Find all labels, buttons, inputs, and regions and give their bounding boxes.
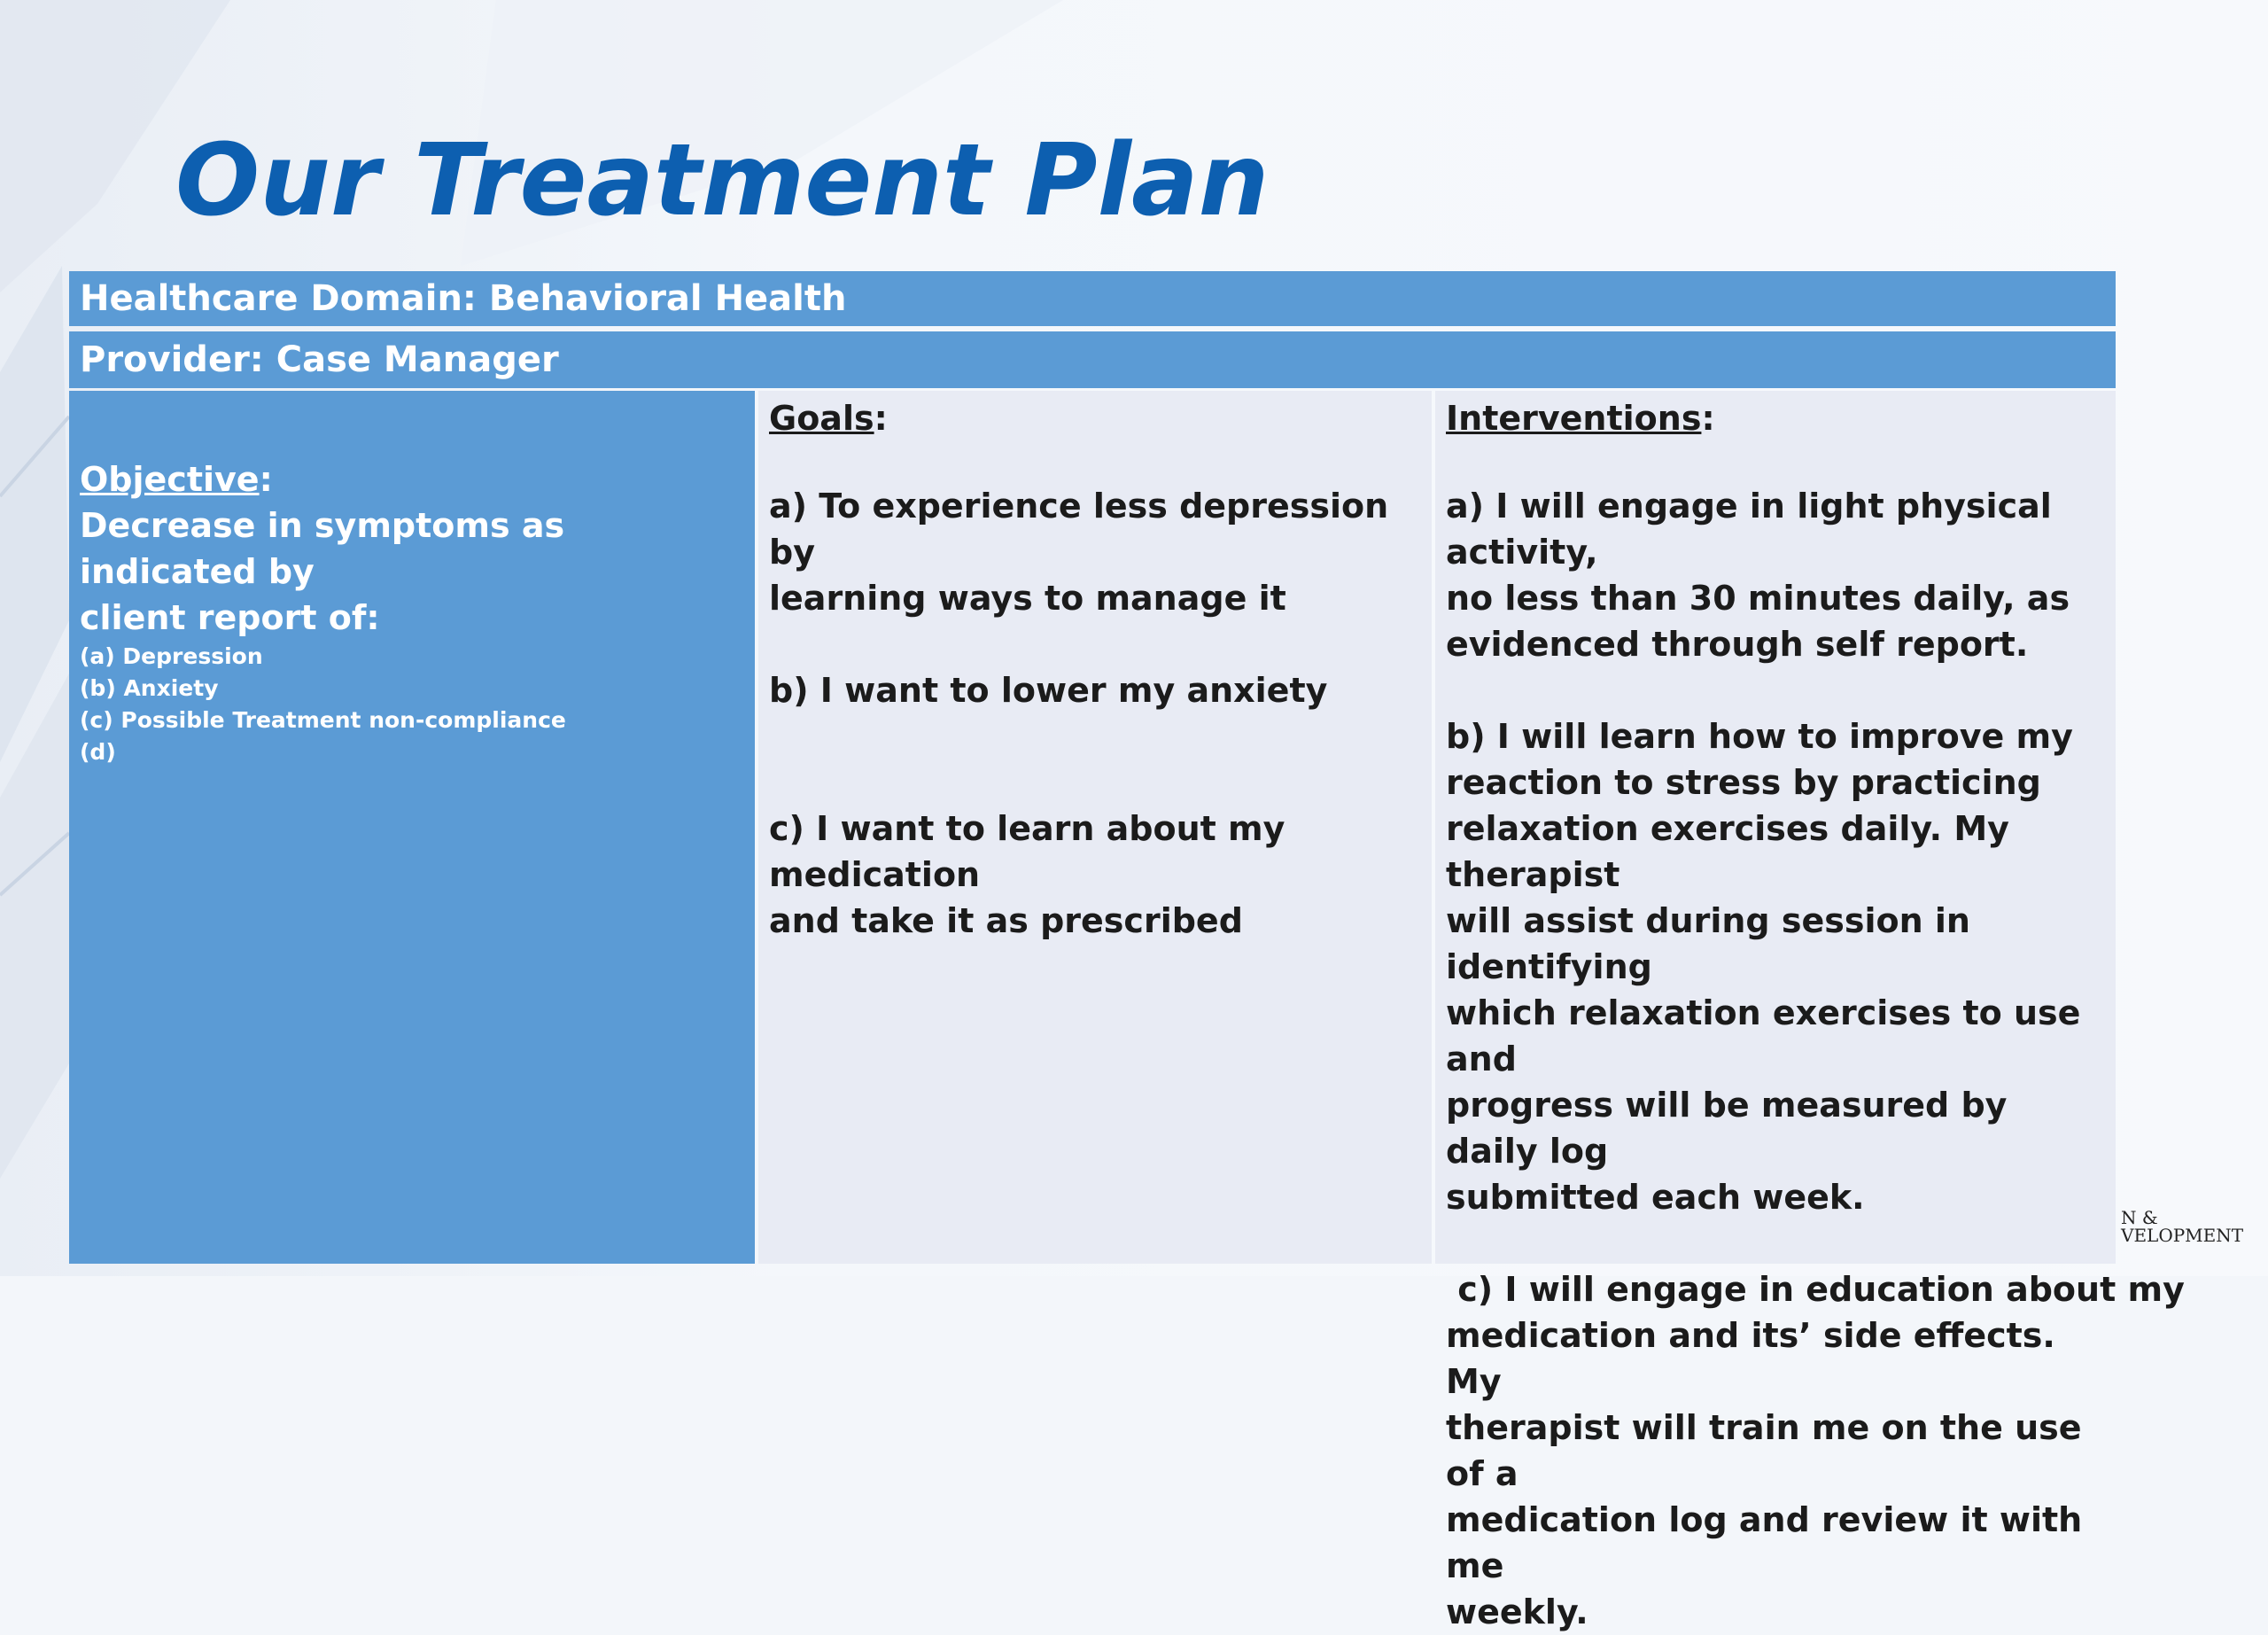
intervention-b-line: reaction to stress by practicing: [1446, 763, 2041, 802]
intervention-c-line: medication log and review it with me: [1446, 1500, 2083, 1585]
intervention-c-line: therapist will train me on the use of a: [1446, 1408, 2082, 1493]
intervention-c-line: weekly.: [1446, 1592, 1588, 1631]
intervention-c-line: c) I will engage in education about my: [1446, 1270, 2185, 1309]
objective-heading: [80, 456, 744, 502]
slide-title: Our Treatment Plan: [175, 123, 1270, 238]
intervention-a-line: a) I will engage in light physical activity,: [1446, 487, 2052, 572]
bg-shape-left-2: [0, 673, 69, 1179]
goals-heading-colon: :: [874, 399, 888, 438]
interventions-heading: [1446, 391, 2107, 446]
healthcare-domain-row: Healthcare Domain: Behavioral Health: [69, 271, 2116, 326]
objective-line: Decrease in symptoms as indicated by: [80, 506, 565, 591]
objective-column: [69, 391, 755, 1264]
goal-c-line: and take it as prescribed: [769, 901, 1243, 940]
goal-a-line: learning ways to manage it: [769, 579, 1286, 618]
goals-heading-text: Goals: [769, 399, 874, 438]
interventions-heading-colon: :: [1701, 399, 1715, 438]
watermark-line: N &: [2121, 1207, 2158, 1228]
interventions-heading-text: Interventions: [1446, 399, 1702, 438]
intervention-b-line: submitted each week.: [1446, 1178, 1865, 1217]
corner-watermark: [2121, 1209, 2243, 1244]
objective-heading-colon: :: [259, 460, 273, 499]
intervention-b-line: progress will be measured by daily log: [1446, 1086, 2008, 1171]
intervention-c-line: medication and its’ side effects. My: [1446, 1316, 2055, 1401]
intervention-b-line: relaxation exercises daily. My therapist: [1446, 809, 2009, 894]
watermark-line: VELOPMENT: [2121, 1225, 2244, 1246]
goals-heading: [769, 391, 1423, 446]
objective-item: (c) Possible Treatment non-compliance: [80, 707, 566, 733]
objective-heading-text: Objective: [80, 460, 260, 499]
objective-line: client report of:: [80, 598, 380, 637]
objective-item: (b) Anxiety: [80, 675, 219, 701]
goal-b-line: b) I want to lower my anxiety: [769, 671, 1328, 710]
intervention-a-line: no less than 30 minutes daily, as: [1446, 579, 2070, 618]
provider-row: Provider: Case Manager: [69, 331, 2116, 388]
intervention-b-line: b) I will learn how to improve my: [1446, 717, 2073, 756]
intervention-b-line: will assist during session in identifying: [1446, 901, 1970, 986]
objective-item: (a) Depression: [80, 643, 263, 669]
intervention-b-line: which relaxation exercises to use and: [1446, 993, 2081, 1078]
goals-column: [758, 391, 1432, 1264]
bg-shape-left-1: [0, 266, 69, 762]
goal-c-line: c) I want to learn about my medication: [769, 809, 1285, 894]
goal-a-line: a) To experience less depression by: [769, 487, 1389, 572]
objective-item: (d): [80, 739, 116, 765]
intervention-a-line: evidenced through self report.: [1446, 625, 2029, 664]
